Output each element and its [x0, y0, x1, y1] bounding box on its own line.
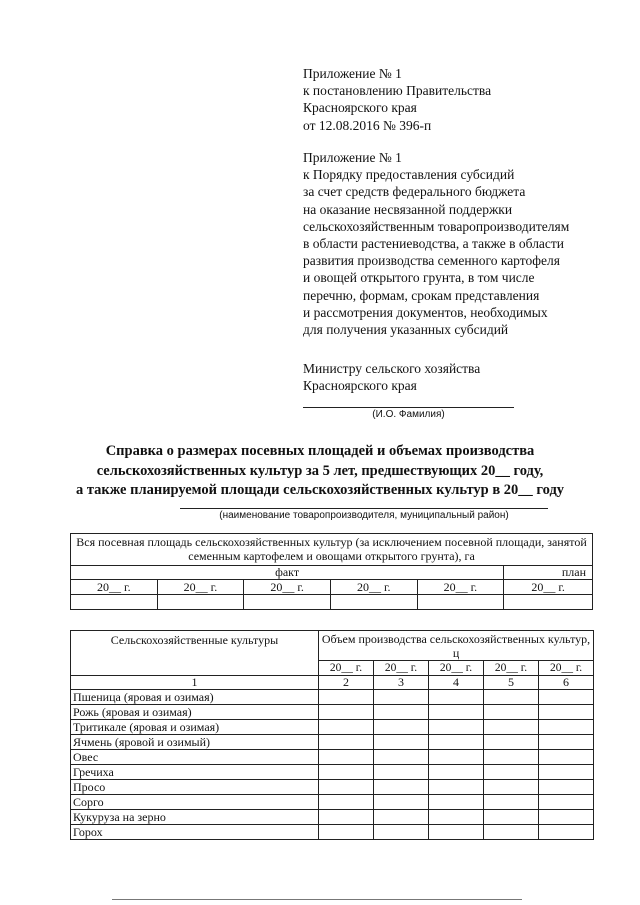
document-title	[40, 442, 600, 501]
plan-label: план	[504, 566, 593, 580]
signature-caption: (И.О. Фамилия)	[372, 409, 445, 420]
volume-cell[interactable]	[374, 690, 429, 705]
volume-cell[interactable]	[429, 825, 484, 840]
volume-cell[interactable]	[484, 690, 539, 705]
table-row	[71, 765, 594, 780]
title-line: Справка о размерах посевных площадей и объемах производства	[105, 443, 535, 459]
column-number: 3	[374, 676, 429, 690]
column-number: 1	[71, 676, 319, 690]
volume-cell[interactable]	[484, 810, 539, 825]
addressee-line: Красноярского края	[303, 378, 417, 394]
area-input-cell[interactable]	[244, 595, 331, 610]
volume-cell[interactable]	[429, 750, 484, 765]
volume-cell[interactable]	[539, 750, 594, 765]
volume-cell[interactable]	[374, 825, 429, 840]
crop-name: Ячмень (яровой и озимый)	[71, 735, 319, 750]
volume-cell[interactable]	[374, 720, 429, 735]
year-cell: 20__ г.	[71, 580, 158, 595]
year-cell: 20__ г.	[244, 580, 331, 595]
table-row	[71, 705, 594, 720]
volume-cell[interactable]	[539, 795, 594, 810]
volume-cell[interactable]	[319, 825, 374, 840]
appendix-line: за счет средств федерального бюджета	[303, 184, 526, 200]
appendix-line: к Порядку предоставления субсидий	[303, 167, 515, 183]
title-line: сельскохозяйственных культур за 5 лет, предшествующих 20__ году,	[96, 462, 544, 479]
volume-cell[interactable]	[539, 705, 594, 720]
table-row	[71, 750, 594, 765]
volume-cell[interactable]	[319, 705, 374, 720]
volume-cell[interactable]	[484, 825, 539, 840]
volume-cell[interactable]	[539, 690, 594, 705]
appendix-procedure-block	[303, 149, 569, 338]
title-line: а также планируемой площади сельскохозяйственных культур в 20__ году	[75, 482, 565, 498]
crop-column-header: Сельскохозяйственные культуры	[71, 631, 319, 676]
area-input-cell[interactable]	[504, 595, 593, 610]
addressee-block	[303, 360, 480, 394]
addressee-line: Министру сельского хозяйства	[303, 361, 481, 376]
volume-cell[interactable]	[539, 735, 594, 750]
year-cell: 20__ г.	[330, 580, 417, 595]
volume-cell[interactable]	[319, 810, 374, 825]
column-number: 2	[319, 676, 374, 690]
table-row	[71, 690, 594, 705]
producer-caption: (наименование товаропроизводителя, муниципальный район)	[219, 510, 509, 521]
table-row	[71, 735, 594, 750]
year-cell: 20__ г.	[504, 580, 593, 595]
volume-cell[interactable]	[429, 720, 484, 735]
volume-cell[interactable]	[429, 810, 484, 825]
volume-cell[interactable]	[484, 765, 539, 780]
page-bottom-rule	[112, 899, 522, 900]
appendix-line: Приложение № 1	[303, 66, 402, 81]
volume-cell[interactable]	[539, 810, 594, 825]
producer-name-line	[180, 508, 548, 509]
sown-area-table	[70, 533, 593, 610]
year-cell: 20__ г.	[429, 661, 484, 676]
volume-cell[interactable]	[374, 780, 429, 795]
volume-cell[interactable]	[484, 795, 539, 810]
appendix-resolution-block	[303, 65, 491, 134]
year-cell: 20__ г.	[539, 661, 594, 676]
appendix-line: развития производства семенного картофеля	[303, 253, 560, 269]
area-input-cell[interactable]	[417, 595, 504, 610]
volume-cell[interactable]	[429, 780, 484, 795]
crop-name: Пшеница (яровая и озимая)	[71, 690, 319, 705]
year-cell: 20__ г.	[319, 661, 374, 676]
crop-name: Просо	[71, 780, 319, 795]
volume-cell[interactable]	[374, 735, 429, 750]
appendix-line: и рассмотрения документов, необходимых	[303, 304, 548, 320]
area-input-row	[71, 595, 593, 610]
fact-label: факт	[71, 566, 504, 580]
volume-cell[interactable]	[319, 765, 374, 780]
volume-cell[interactable]	[319, 750, 374, 765]
crop-name: Сорго	[71, 795, 319, 810]
volume-cell[interactable]	[374, 765, 429, 780]
appendix-line: для получения указанных субсидий	[303, 322, 509, 338]
appendix-line: к постановлению Правительства	[303, 83, 492, 99]
volume-cell[interactable]	[539, 720, 594, 735]
table-row	[71, 810, 594, 825]
area-input-cell[interactable]	[157, 595, 244, 610]
volume-cell[interactable]	[484, 720, 539, 735]
volume-cell[interactable]	[484, 735, 539, 750]
volume-cell[interactable]	[429, 795, 484, 810]
crop-name: Овес	[71, 750, 319, 765]
volume-cell[interactable]	[374, 705, 429, 720]
appendix-line: в области растениеводства, а также в области	[303, 236, 565, 252]
volume-cell[interactable]	[374, 810, 429, 825]
volume-cell[interactable]	[374, 795, 429, 810]
appendix-line: Красноярского края	[303, 100, 417, 116]
volume-cell[interactable]	[539, 780, 594, 795]
volume-cell[interactable]	[484, 705, 539, 720]
year-cell: 20__ г.	[484, 661, 539, 676]
area-table-header: Вся посевная площадь сельскохозяйственных культур (за исключением посевной площади, занятой семенным картофелем и овощами открытого грунта), га	[71, 534, 593, 566]
volume-cell[interactable]	[319, 690, 374, 705]
volume-cell[interactable]	[319, 720, 374, 735]
year-cell: 20__ г.	[417, 580, 504, 595]
crop-name: Гречиха	[71, 765, 319, 780]
crop-name: Горох	[71, 825, 319, 840]
volume-cell[interactable]	[539, 765, 594, 780]
volume-cell[interactable]	[539, 825, 594, 840]
volume-cell[interactable]	[429, 765, 484, 780]
appendix-line: перечню, формам, срокам представления	[303, 287, 540, 303]
volume-column-header: Объем производства сельскохозяйственных культур, ц	[319, 631, 594, 661]
volume-cell[interactable]	[429, 690, 484, 705]
crop-name: Рожь (яровая и озимая)	[71, 705, 319, 720]
area-input-cell[interactable]	[330, 595, 417, 610]
column-number: 5	[484, 676, 539, 690]
crop-name: Тритикале (яровая и озимая)	[71, 720, 319, 735]
appendix-line: Приложение № 1	[303, 150, 402, 165]
table-row	[71, 720, 594, 735]
signature-line	[303, 407, 514, 408]
volume-cell[interactable]	[484, 750, 539, 765]
table-row	[71, 795, 594, 810]
area-input-cell[interactable]	[71, 595, 158, 610]
appendix-line: на оказание несвязанной поддержки	[303, 201, 513, 217]
crop-name: Кукуруза на зерно	[71, 810, 319, 825]
column-number: 4	[429, 676, 484, 690]
year-cell: 20__ г.	[374, 661, 429, 676]
volume-cell[interactable]	[319, 780, 374, 795]
appendix-line: и овощей открытого грунта, в том числе	[303, 270, 535, 286]
appendix-line: от 12.08.2016 № 396-п	[303, 117, 432, 133]
volume-cell[interactable]	[319, 795, 374, 810]
volume-cell[interactable]	[319, 735, 374, 750]
table-row	[71, 780, 594, 795]
table-row	[71, 825, 594, 840]
volume-cell[interactable]	[429, 705, 484, 720]
column-number: 6	[539, 676, 594, 690]
appendix-line: сельскохозяйственным товаропроизводителям	[303, 218, 570, 234]
volume-cell[interactable]	[374, 750, 429, 765]
year-cell: 20__ г.	[157, 580, 244, 595]
production-volume-table	[70, 630, 594, 840]
volume-cell[interactable]	[484, 780, 539, 795]
volume-cell[interactable]	[429, 735, 484, 750]
